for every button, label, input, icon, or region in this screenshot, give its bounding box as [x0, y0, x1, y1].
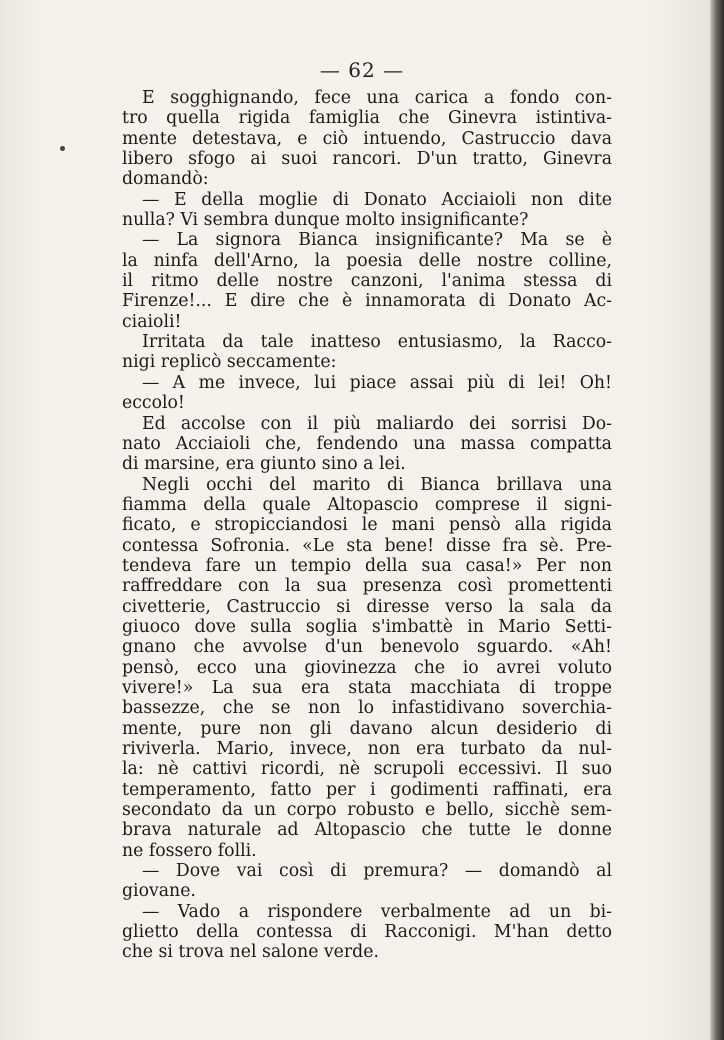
- text-line: di marsine, era giunto sino a lei.: [122, 454, 406, 475]
- text-line: pensò, ecco una giovinezza che io avrei voluto: [122, 657, 612, 678]
- text-line: domandò:: [122, 169, 209, 190]
- paragraph: [122, 230, 612, 332]
- text-line: Ed accolse con il più maliardo dei sorrisi Do-: [142, 413, 612, 434]
- text-line: giovane.: [122, 881, 196, 902]
- paragraph: [122, 902, 612, 963]
- text-line: — E della moglie di Donato Acciaioli non dite: [142, 189, 612, 210]
- text-line: libero sfogo ai suoi rancori. D'un tratto, Ginevra: [122, 149, 612, 170]
- page-number: — 62 —: [319, 58, 405, 82]
- text-line: ne fossero folli.: [122, 840, 257, 861]
- text-line: secondato da un corpo robusto e bello, sicchè sem-: [122, 800, 612, 821]
- text-line: — La signora Bianca insignificante? Ma se è: [142, 230, 612, 251]
- paragraph: [122, 414, 612, 475]
- text-line: tro quella rigida famiglia che Ginevra istintiva-: [122, 108, 612, 129]
- paragraph: [122, 88, 612, 190]
- text-line: riviverla. Mario, invece, non era turbato da nul-: [122, 739, 612, 759]
- text-line: vivere!» La sua era stata macchiata di troppe: [122, 677, 612, 698]
- body-text: [122, 88, 612, 963]
- text-line: la: nè cattivi ricordi, nè scrupoli eccessivi. Il suo: [122, 759, 612, 780]
- text-line: nulla? Vi sembra dunque molto insignificante?: [122, 210, 529, 231]
- page-binding-edge: [710, 0, 724, 1040]
- text-line: tendeva fare un tempio della sua casa!» Per non: [122, 555, 612, 576]
- text-line: bassezze, che se non lo infastidivano soverchia-: [122, 698, 612, 719]
- text-line: giuoco dove sulla soglia s'imbattè in Mario Setti-: [122, 616, 612, 637]
- text-line: ficato, e stropicciandosi le mani pensò alla rigida: [122, 515, 612, 536]
- text-line: eccolo!: [122, 393, 185, 414]
- paragraph: [122, 475, 612, 862]
- text-line: mente, pure non gli davano alcun desiderio di: [122, 718, 612, 739]
- paragraph: [122, 190, 612, 231]
- text-line: — A me invece, lui piace assai più di lei! Oh!: [142, 372, 612, 393]
- margin-mark: [60, 146, 65, 151]
- text-line: Negli occhi del marito di Bianca brillava una: [142, 474, 612, 495]
- text-line: che si trova nel salone verde.: [122, 942, 379, 963]
- text-line: mente detestava, e ciò intuendo, Castruccio dava: [122, 128, 612, 149]
- text-line: ciaioli!: [122, 311, 182, 332]
- text-line: il ritmo delle nostre canzoni, l'anima stessa di: [122, 271, 612, 292]
- text-line: gnano che avvolse d'un benevolo sguardo. «Ah!: [122, 637, 612, 658]
- text-line: civetterie, Castruccio si diresse verso la sala da: [122, 596, 612, 617]
- text-line: glietto della contessa di Racconigi. M'han detto: [122, 922, 612, 943]
- text-line: contessa Sofronia. «Le sta bene! disse fra sè. Pre-: [122, 535, 612, 556]
- paragraph: [122, 373, 612, 414]
- text-line: Firenze!... E dire che è innamorata di Donato Ac-: [122, 291, 612, 312]
- text-line: nato Acciaioli che, fendendo una massa compatta: [122, 433, 612, 454]
- text-line: E sogghignando, fece una carica a fondo con-: [142, 88, 612, 108]
- text-line: raffreddare con la sua presenza così promettenti: [122, 576, 612, 597]
- text-line: Irritata da tale inatteso entusiasmo, la Racco-: [142, 332, 612, 353]
- paragraph: [122, 861, 612, 902]
- text-line: — Dove vai così di premura? — domandò al: [142, 861, 612, 882]
- text-line: — Vado a rispondere verbalmente ad un bi-: [142, 901, 612, 922]
- text-line: la ninfa dell'Arno, la poesia delle nostre colline,: [122, 250, 612, 271]
- paragraph: [122, 332, 612, 373]
- text-line: brava naturale ad Altopascio che tutte le donne: [122, 820, 612, 841]
- text-line: fiamma della quale Altopascio comprese il signi-: [122, 494, 612, 515]
- text-line: nigi replicò seccamente:: [122, 352, 337, 373]
- text-line: temperamento, fatto per i godimenti raffinati, era: [122, 779, 612, 800]
